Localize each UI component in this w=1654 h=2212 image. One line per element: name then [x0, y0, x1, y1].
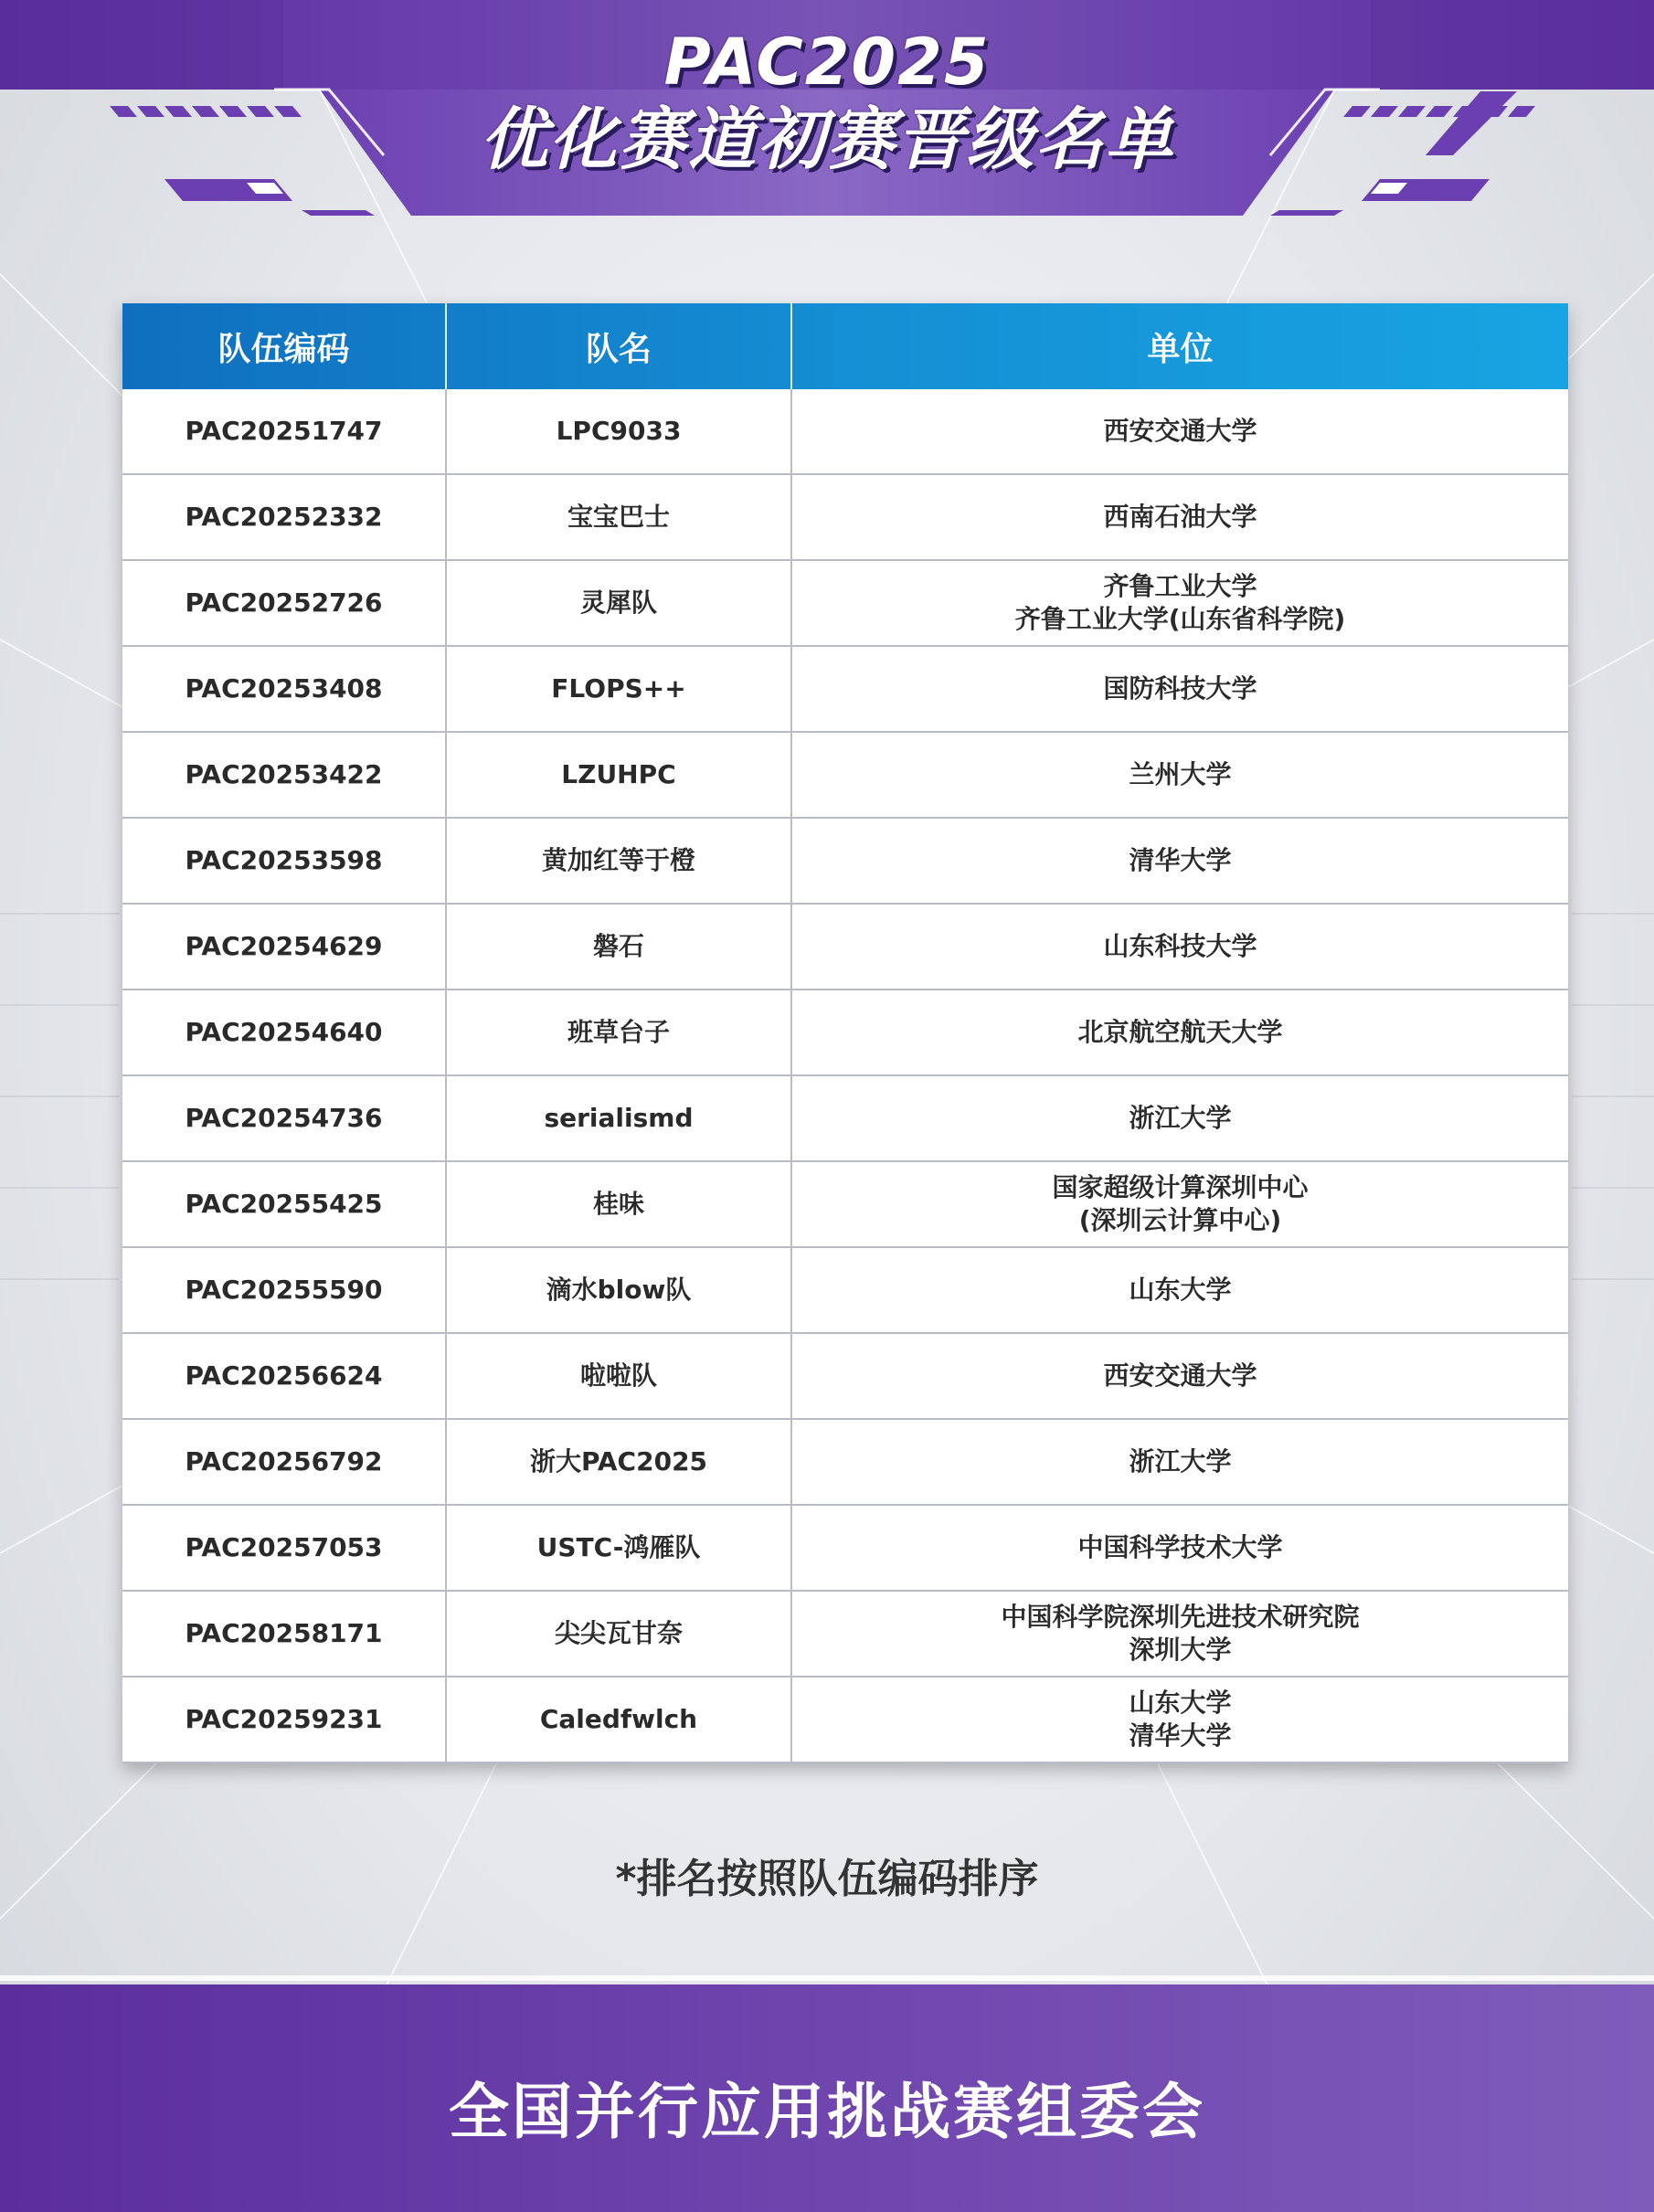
team-code-cell: PAC20252332: [122, 474, 446, 560]
team-name-cell: LPC9033: [446, 389, 791, 474]
team-name-cell: LZUHPC: [446, 732, 791, 818]
team-name-cell: 灵犀队: [446, 560, 791, 646]
table-row: [122, 1333, 1568, 1419]
team-name-cell: Caledfwlch: [446, 1677, 791, 1762]
table-header-row: [122, 303, 1568, 389]
table-row: [122, 1505, 1568, 1591]
unit-line: 山东大学: [1129, 1275, 1232, 1305]
unit-cell: [791, 904, 1568, 990]
team-code-cell: PAC20251747: [122, 389, 446, 474]
page-title-line1: PAC2025: [663, 25, 991, 100]
unit-line: (深圳云计算中心): [1078, 1205, 1282, 1235]
team-name-cell: 班草台子: [446, 990, 791, 1075]
team-name-cell: 宝宝巴士: [446, 474, 791, 560]
unit-cell: [791, 1247, 1568, 1333]
team-code-cell: PAC20255425: [122, 1161, 446, 1247]
unit-line: 兰州大学: [1129, 759, 1232, 789]
team-name-cell: 浙大PAC2025: [446, 1419, 791, 1505]
unit-cell: [791, 1505, 1568, 1591]
team-code-cell: PAC20253598: [122, 818, 446, 904]
team-code-cell: PAC20256792: [122, 1419, 446, 1505]
table-row: [122, 1591, 1568, 1677]
team-code-cell: PAC20254629: [122, 904, 446, 990]
unit-line: 国防科技大学: [1103, 673, 1257, 704]
unit-cell: [791, 560, 1568, 646]
unit-line: 山东科技大学: [1103, 931, 1257, 961]
team-name-cell: 滴水blow队: [446, 1247, 791, 1333]
table-row: [122, 1075, 1568, 1161]
footer-divider: [0, 1975, 1654, 1981]
table-row: [122, 1677, 1568, 1762]
unit-line: 齐鲁工业大学(山东省科学院): [1014, 604, 1346, 634]
unit-cell: [791, 818, 1568, 904]
column-header-team: 队名: [446, 303, 791, 389]
unit-cell: [791, 1161, 1568, 1247]
team-name-cell: 啦啦队: [446, 1333, 791, 1419]
unit-cell: [791, 389, 1568, 474]
unit-cell: [791, 1677, 1568, 1762]
table-row: [122, 560, 1568, 646]
unit-cell: [791, 1419, 1568, 1505]
team-code-cell: PAC20255590: [122, 1247, 446, 1333]
unit-cell: [791, 474, 1568, 560]
team-name-cell: 黄加红等于橙: [446, 818, 791, 904]
unit-line: 西安交通大学: [1103, 1360, 1257, 1391]
unit-line: 西安交通大学: [1103, 416, 1257, 446]
table-row: [122, 818, 1568, 904]
table-row: [122, 474, 1568, 560]
team-name-cell: 磐石: [446, 904, 791, 990]
team-name-cell: 桂味: [446, 1161, 791, 1247]
table-row: [122, 990, 1568, 1075]
team-name-cell: serialismd: [446, 1075, 791, 1161]
unit-cell: [791, 1333, 1568, 1419]
table-row: [122, 389, 1568, 474]
team-name-cell: FLOPS++: [446, 646, 791, 732]
unit-line: 浙江大学: [1129, 1103, 1232, 1133]
results-table: [122, 303, 1568, 1763]
page-title-line2: 优化赛道初赛晋级名单: [480, 101, 1174, 179]
footer-organizer: 全国并行应用挑战赛组委会: [449, 2077, 1205, 2147]
team-code-cell: PAC20253408: [122, 646, 446, 732]
table-row: [122, 646, 1568, 732]
unit-cell: [791, 1591, 1568, 1677]
unit-line: 国家超级计算深圳中心: [1052, 1172, 1309, 1202]
unit-cell: [791, 990, 1568, 1075]
team-name-cell: USTC-鸿雁队: [446, 1505, 791, 1591]
team-name-cell: 尖尖瓦甘奈: [446, 1591, 791, 1677]
unit-line: 北京航空航天大学: [1077, 1017, 1283, 1047]
team-code-cell: PAC20254736: [122, 1075, 446, 1161]
table-row: [122, 904, 1568, 990]
team-code-cell: PAC20252726: [122, 560, 446, 646]
table-row: [122, 1161, 1568, 1247]
unit-cell: [791, 732, 1568, 818]
unit-line: 中国科学技术大学: [1077, 1532, 1283, 1562]
unit-line: 西南石油大学: [1103, 502, 1257, 532]
unit-line: 清华大学: [1129, 1720, 1232, 1751]
team-code-cell: PAC20257053: [122, 1505, 446, 1591]
unit-cell: [791, 1075, 1568, 1161]
team-code-cell: PAC20259231: [122, 1677, 446, 1762]
unit-line: 中国科学院深圳先进技术研究院: [1001, 1602, 1360, 1632]
team-code-cell: PAC20258171: [122, 1591, 446, 1677]
team-code-cell: PAC20254640: [122, 990, 446, 1075]
table-row: [122, 732, 1568, 818]
column-header-code: 队伍编码: [122, 303, 446, 389]
table-row: [122, 1247, 1568, 1333]
unit-line: 山东大学: [1129, 1688, 1232, 1718]
unit-line: 齐鲁工业大学: [1103, 571, 1257, 601]
column-header-unit: 单位: [1147, 330, 1214, 368]
table-row: [122, 1419, 1568, 1505]
unit-line: 浙江大学: [1129, 1446, 1232, 1476]
unit-line: 深圳大学: [1129, 1635, 1232, 1665]
unit-line: 清华大学: [1129, 845, 1232, 875]
unit-cell: [791, 646, 1568, 732]
team-code-cell: PAC20256624: [122, 1333, 446, 1419]
sort-note: *排名按照队伍编码排序: [615, 1856, 1039, 1902]
team-code-cell: PAC20253422: [122, 732, 446, 818]
